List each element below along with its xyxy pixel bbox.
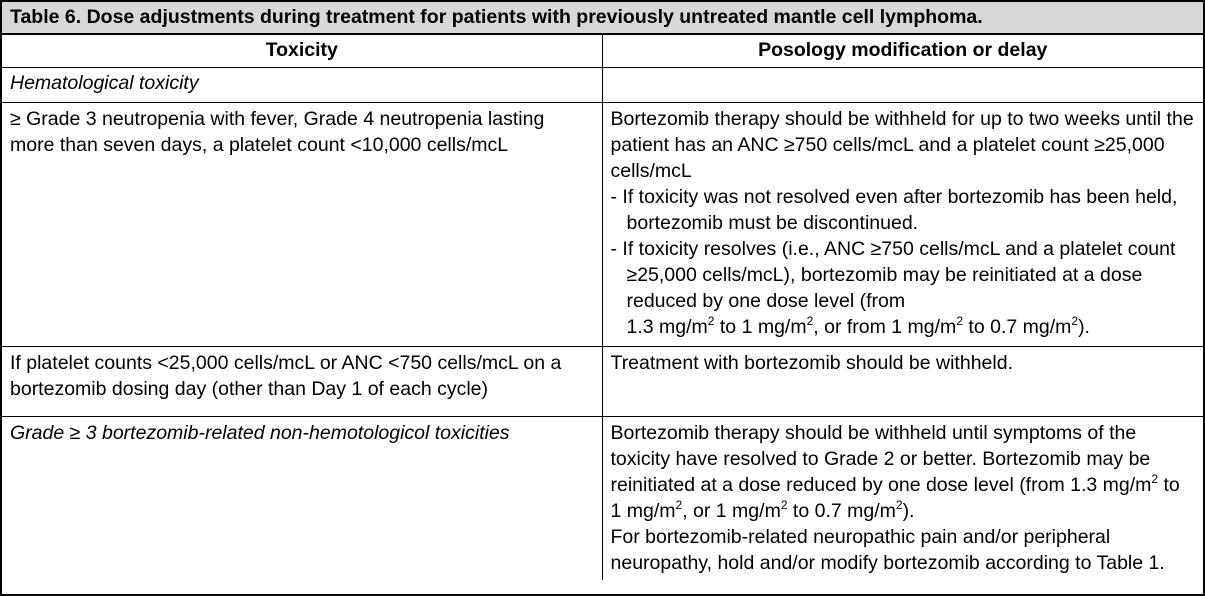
grade3-action-cell	[602, 417, 1203, 581]
table-row	[2, 103, 1203, 347]
action-text: ).	[902, 500, 915, 522]
dose-adjustment-table	[2, 35, 1203, 580]
neutropenia-toxicity-cell: ≥ Grade 3 neutropenia with fever, Grade 4 neutropenia lasting more than seven days, a platelet count <10,000 cells/mcL	[2, 103, 602, 347]
table-row	[2, 68, 1203, 103]
dose-text: to 0.7 mg/m	[963, 316, 1072, 338]
header-row	[2, 35, 1203, 68]
neutropenia-action-list	[611, 184, 1196, 340]
superscript: 2	[780, 498, 788, 512]
dose-text: ).	[1078, 316, 1090, 338]
platelet-toxicity-cell: If platelet counts <25,000 cells/mcL or ANC <750 cells/mcL on a bortezomib dosing day (other than Day 1 of each cycle)	[2, 347, 602, 417]
action-text: to 0.7 mg/m	[787, 500, 896, 522]
superscript: 2	[1151, 472, 1159, 486]
table-caption: Table 6. Dose adjustments during treatment for patients with previously untreated mantle cell lymphoma.	[2, 2, 1203, 35]
dose-text: 1.3 mg/m	[626, 316, 708, 338]
action-text: , or 1 mg/m	[682, 500, 781, 522]
superscript: 2	[806, 314, 814, 328]
dose-text: , or from 1 mg/m	[813, 316, 957, 338]
superscript: 2	[895, 498, 903, 512]
table-row	[2, 417, 1203, 581]
grade3-toxicity-cell: Grade ≥ 3 bortezomib-related non-hemotologicol toxicities	[2, 417, 602, 581]
superscript: 2	[1071, 314, 1079, 328]
action-text: Bortezomib therapy should be withheld until symptoms of the toxicity have resolved to Grade 2 or better. Bortezomib may be reinitiated at a dose reduced by one dose level (from 1.3 mg/m	[610, 422, 1152, 496]
action-text: to 1 mg/m	[610, 474, 1180, 522]
neutropenia-action-text: Bortezomib therapy should be withheld for up to two weeks until the patient has an ANC ≥750 cells/mcL and a platelet count ≥25,000 cells/mcL	[610, 108, 1194, 182]
action-text: For bortezomib-related neuropathic pain and/or peripheral neuropathy, hold and/or modify bortezomib according to Table 1.	[610, 526, 1165, 574]
superscript: 2	[707, 314, 715, 328]
bullet-text: If toxicity resolves (i.e., ANC ≥750 cells/mcL and a platelet count ≥25,000 cells/mcL), bortezomib may be reinitiated at a dose reduced by one dose level (from	[622, 238, 1176, 312]
toxicity-column-header: Toxicity	[2, 35, 602, 68]
posology-column-header: Posology modification or delay	[602, 35, 1203, 68]
superscript: 2	[675, 498, 683, 512]
dose-text: to 1 mg/m	[714, 316, 807, 338]
table-row	[2, 347, 1203, 417]
list-item	[611, 236, 1196, 340]
neutropenia-action-cell	[602, 103, 1203, 347]
empty-cell	[602, 68, 1203, 103]
list-item: - If toxicity was not resolved even after bortezomib has been held, bortezomib must be discontinued.	[611, 184, 1196, 236]
platelet-action-cell: Treatment with bortezomib should be withheld.	[602, 347, 1203, 417]
superscript: 2	[956, 314, 963, 328]
hematological-toxicity-heading: Hematological toxicity	[2, 68, 602, 103]
